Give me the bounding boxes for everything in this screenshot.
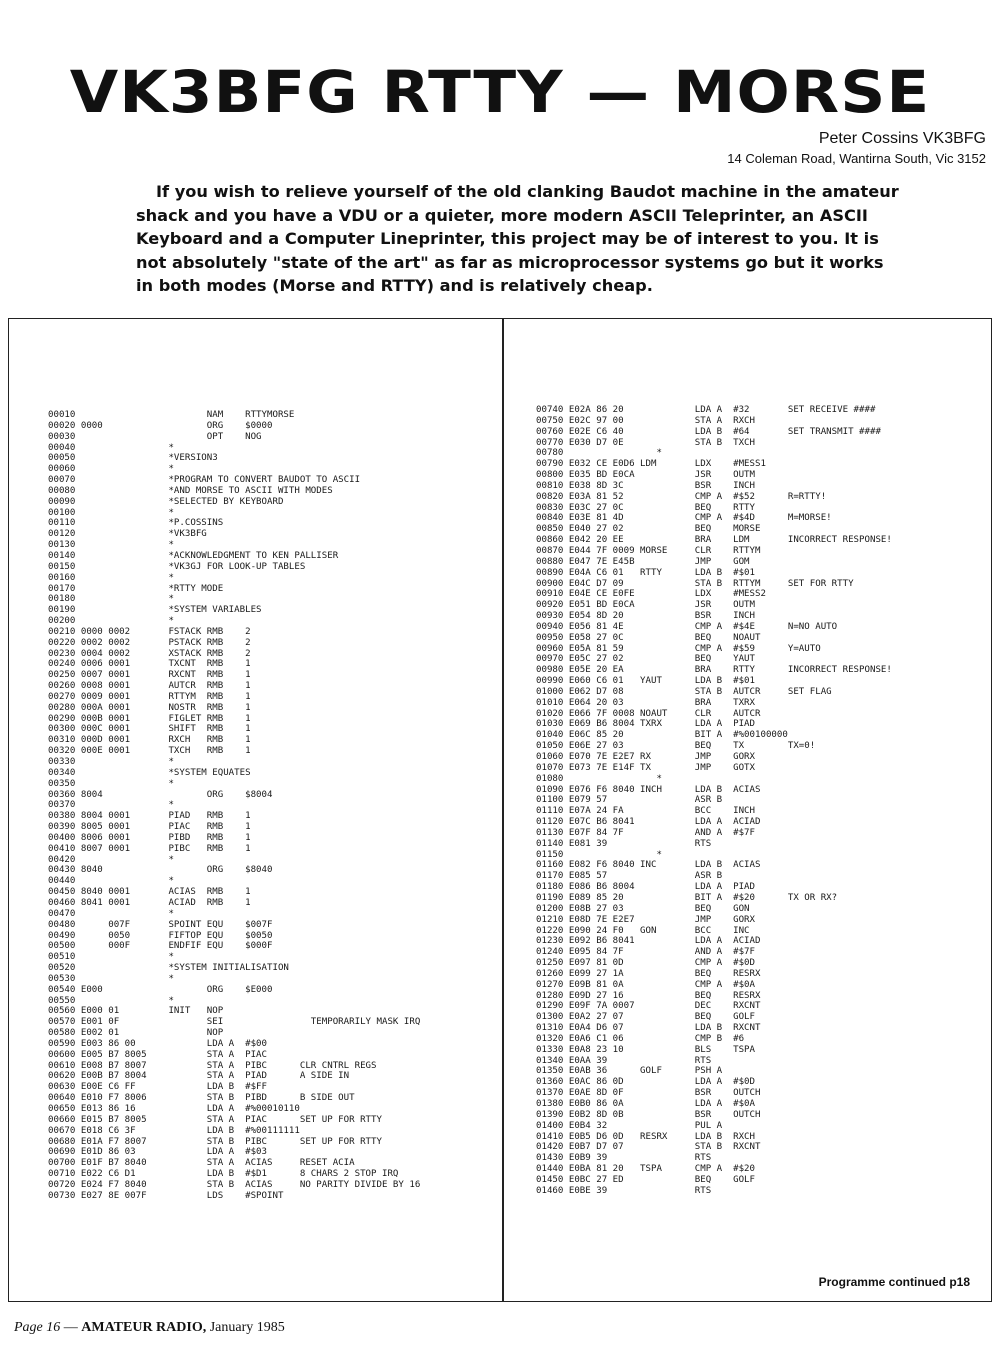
issue-date: January 1985 xyxy=(206,1320,285,1335)
code-line: 00530 * xyxy=(48,973,174,984)
code-line: 01070 E073 7E E14F TX JMP GOTX xyxy=(536,762,755,773)
code-line: 01130 E07F 84 7F AND A #$7F xyxy=(536,827,755,838)
code-line: 00330 * xyxy=(48,757,174,767)
code-line: 00850 E040 27 02 BEQ MORSE xyxy=(536,524,761,535)
code-line: 01370 E0AE 8D 0F BSR OUTCH xyxy=(536,1088,761,1099)
code-line: 00760 E02E C6 40 LDA B #64 SET TRANSMIT #### xyxy=(536,426,881,437)
code-line: 01460 E0BE 39 RTS xyxy=(536,1185,712,1196)
code-line: 00280 000A 0001 NOSTR RMB 1 xyxy=(48,702,251,713)
code-line: 01110 E07A 24 FA BCC INCH xyxy=(536,806,755,817)
code-line: 00950 E058 27 0C BEQ NOAUT xyxy=(536,632,761,643)
code-line: 00580 E002 01 NOP xyxy=(48,1028,224,1039)
continued-note: Programme continued p18 xyxy=(818,1275,970,1289)
code-line: 01140 E081 39 RTS xyxy=(536,838,712,849)
code-line: 01300 E0A2 27 07 BEQ GOLF xyxy=(536,1012,755,1023)
author-name: Peter Cossins VK3BFG xyxy=(818,130,986,147)
code-line: 00260 0008 0001 AUTCR RMB 1 xyxy=(48,681,251,692)
code-line: 00510 * xyxy=(48,952,174,963)
code-line: 00750 E02C 97 00 STA A RXCH xyxy=(536,415,755,426)
code-line: 01380 E0B0 86 0A LDA A #$0A xyxy=(536,1099,755,1109)
code-line: 00380 8004 0001 PIAD RMB 1 xyxy=(48,811,251,822)
code-line: 01410 E0B5 D6 0D RESRX LDA B RXCH xyxy=(536,1131,755,1142)
code-line: 00880 E047 7E E45B JMP GOM xyxy=(536,556,750,567)
code-line: 00910 E04E CE E0FE LDX #MESS2 xyxy=(536,589,766,600)
code-line: 00960 E05A 81 59 CMP A #$59 Y=AUTO xyxy=(536,643,821,654)
author-block xyxy=(727,130,986,166)
code-line: 00610 E008 B7 8007 STA A PIBC CLR CNTRL REGS xyxy=(48,1060,377,1071)
code-line: 00890 E04A C6 01 RTTY LDA B #$01 xyxy=(536,567,755,578)
code-line: 00140 *ACKNOWLEDGMENT TO KEN PALLISER xyxy=(48,550,339,561)
code-line: 00250 0007 0001 RXCNT RMB 1 xyxy=(48,670,251,681)
code-listing-right xyxy=(536,405,892,1197)
code-line: 00700 E01F B7 8040 STA A ACIAS RESET ACIA xyxy=(48,1158,355,1169)
code-line: 00470 * xyxy=(48,908,174,919)
code-line: 00800 E035 BD E0CA JSR OUTM xyxy=(536,470,755,481)
code-line: 00730 E027 8E 007F LDS #SPOINT xyxy=(48,1190,284,1201)
code-line: 00560 E000 01 INIT NOP xyxy=(48,1006,224,1017)
code-line: 00120 *VK3BFG xyxy=(48,529,207,540)
code-line: 01390 E0B2 8D 0B BSR OUTCH xyxy=(536,1109,761,1120)
code-line: 00240 0006 0001 TXCNT RMB 1 xyxy=(48,659,251,670)
code-line: 01350 E0AB 36 GOLF PSH A xyxy=(536,1066,723,1077)
code-line: 01240 E095 84 7F AND A #$7F xyxy=(536,947,755,958)
code-line: 00110 *P.COSSINS xyxy=(48,518,224,529)
code-line: 00220 0002 0002 PSTACK RMB 2 xyxy=(48,637,251,648)
code-line: 00550 * xyxy=(48,995,174,1006)
code-line: 00420 * xyxy=(48,854,174,865)
code-line: 00010 NAM RTTYMORSE xyxy=(48,410,295,420)
column-divider xyxy=(502,318,504,1302)
author-address: 14 Coleman Road, Wantirna South, Vic 3152 xyxy=(727,151,986,166)
code-line: 01450 E0BC 27 ED BEQ GOLF xyxy=(536,1174,755,1185)
code-line: 00790 E032 CE E0D6 LDM LDX #MESS1 xyxy=(536,459,766,470)
code-line: 00990 E060 C6 01 YAUT LDA B #$01 xyxy=(536,676,755,687)
code-line: 00460 8041 0001 ACIAD RMB 1 xyxy=(48,897,251,908)
code-line: 01060 E070 7E E2E7 RX JMP GORX xyxy=(536,752,755,762)
code-line: 00230 0004 0002 XSTACK RMB 2 xyxy=(48,648,251,659)
code-line: 00690 E01D 86 03 LDA A #$03 xyxy=(48,1147,267,1158)
code-line: 00060 * xyxy=(48,464,174,475)
code-line: 00080 *AND MORSE TO ASCII WITH MODES xyxy=(48,485,333,496)
code-line: 00720 E024 F7 8040 STA B ACIAS NO PARITY DIVIDE BY 16 xyxy=(48,1179,421,1190)
code-line: 00810 E038 8D 3C BSR INCH xyxy=(536,480,755,491)
code-line: 01150 * xyxy=(536,849,662,860)
code-line: 00480 007F SPOINT EQU $007F xyxy=(48,919,273,930)
code-line: 00930 E054 8D 20 BSR INCH xyxy=(536,611,755,622)
code-line: 00130 * xyxy=(48,540,174,551)
code-line: 01020 E066 7F 0008 NOAUT CLR AUTCR xyxy=(536,708,761,719)
code-line: 01000 E062 D7 08 STA B AUTCR SET FLAG xyxy=(536,686,832,697)
code-line: 00090 *SELECTED BY KEYBOARD xyxy=(48,496,284,507)
code-line: 00200 * xyxy=(48,616,174,627)
code-line: 00360 8004 ORG $8004 xyxy=(48,789,273,800)
code-line: 01330 E0A8 23 10 BLS TSPA xyxy=(536,1044,755,1055)
code-line: 00740 E02A 86 20 LDA A #32 SET RECEIVE #### xyxy=(536,405,876,415)
code-line: 00670 E018 C6 3F LDA B #%00111111 xyxy=(48,1125,300,1136)
code-line: 00940 E056 81 4E CMP A #$4E N=NO AUTO xyxy=(536,621,838,632)
code-line: 01280 E09D 27 16 BEQ RESRX xyxy=(536,990,761,1001)
code-line: 01050 E06E 27 03 BEQ TX TX=0! xyxy=(536,741,816,752)
code-line: 00980 E05E 20 EA BRA RTTY INCORRECT RESPONSE! xyxy=(536,665,892,676)
code-line: 00710 E022 C6 D1 LDA B #$D1 8 CHARS 2 STOP IRQ xyxy=(48,1169,399,1180)
code-line: 01320 E0A6 C1 06 CMP B #6 xyxy=(536,1033,745,1044)
code-line: 01100 E079 57 ASR B xyxy=(536,795,723,806)
magazine-name: AMATEUR RADIO, xyxy=(81,1320,207,1335)
code-line: 00490 0050 FIFTOP EQU $0050 xyxy=(48,930,273,941)
code-line: 00100 * xyxy=(48,507,174,518)
code-line: 00870 E044 7F 0009 MORSE CLR RTTYM xyxy=(536,545,761,556)
code-line: 00500 000F ENDFIF EQU $000F xyxy=(48,941,273,952)
code-line: 01090 E076 F6 8040 INCH LDA B ACIAS xyxy=(536,784,761,795)
code-line: 00780 * xyxy=(536,448,662,459)
code-line: 00630 E00E C6 FF LDA B #$FF xyxy=(48,1082,267,1093)
code-line: 00450 8040 0001 ACIAS RMB 1 xyxy=(48,887,251,898)
code-line: 00920 E051 BD E0CA JSR OUTM xyxy=(536,600,755,611)
code-line: 01360 E0AC 86 0D LDA A #$0D xyxy=(536,1077,755,1088)
code-line: 00620 E00B B7 8004 STA A PIAD A SIDE IN xyxy=(48,1071,350,1082)
code-line: 00290 000B 0001 FIGLET RMB 1 xyxy=(48,713,251,724)
footer-separator: — xyxy=(60,1320,82,1335)
code-line: 00430 8040 ORG $8040 xyxy=(48,865,273,876)
code-line: 00640 E010 F7 8006 STA B PIBD B SIDE OUT xyxy=(48,1093,355,1104)
code-line: 01430 E0B9 39 RTS xyxy=(536,1153,712,1164)
code-line: 00150 *VK3GJ FOR LOOK-UP TABLES xyxy=(48,561,306,572)
code-line: 01260 E099 27 1A BEQ RESRX xyxy=(536,968,761,979)
code-line: 00190 *SYSTEM VARIABLES xyxy=(48,605,262,616)
code-line: 00400 8006 0001 PIBD RMB 1 xyxy=(48,832,251,843)
code-line: 01400 E0B4 32 PUL A xyxy=(536,1120,723,1131)
code-line: 00320 000E 0001 TXCH RMB 1 xyxy=(48,746,251,757)
code-line: 01040 E06C 85 20 BIT A #%00100000 xyxy=(536,730,788,741)
code-line: 01080 * xyxy=(536,773,662,784)
page-footer xyxy=(14,1320,285,1336)
code-line: 00970 E05C 27 02 BEQ YAUT xyxy=(536,654,755,665)
code-line: 01210 E08D 7E E2E7 JMP GORX xyxy=(536,914,755,925)
code-line: 00660 E015 B7 8005 STA A PIAC SET UP FOR RTTY xyxy=(48,1114,382,1125)
code-line: 00390 8005 0001 PIAC RMB 1 xyxy=(48,822,251,833)
code-line: 00770 E030 D7 0E STA B TXCH xyxy=(536,437,755,448)
code-line: 00160 * xyxy=(48,572,174,583)
code-line: 00040 * xyxy=(48,442,174,453)
code-line: 00820 E03A 81 52 CMP A #$52 R=RTTY! xyxy=(536,491,827,502)
code-line: 00350 * xyxy=(48,778,174,789)
code-line: 01440 E0BA 81 20 TSPA CMP A #$20 xyxy=(536,1164,755,1175)
code-line: 00270 0009 0001 RTTYM RMB 1 xyxy=(48,691,251,702)
code-line: 00570 E001 0F SEI TEMPORARILY MASK IRQ xyxy=(48,1017,421,1028)
code-line: 01250 E097 81 0D CMP A #$0D xyxy=(536,958,755,969)
code-line: 00590 E003 86 00 LDA A #$00 xyxy=(48,1038,267,1049)
code-line: 00370 * xyxy=(48,800,174,811)
code-line: 01270 E09B 81 0A CMP A #$0A xyxy=(536,979,755,990)
code-line: 01200 E08B 27 03 BEQ GON xyxy=(536,903,750,914)
code-line: 00210 0000 0002 FSTACK RMB 2 xyxy=(48,626,251,637)
code-line: 00050 *VERSION3 xyxy=(48,453,218,464)
code-line: 00340 *SYSTEM EQUATES xyxy=(48,767,251,778)
code-line: 01190 E089 85 20 BIT A #$20 TX OR RX? xyxy=(536,892,838,903)
code-line: 01220 E090 24 F0 GON BCC INC xyxy=(536,925,750,936)
code-line: 00650 E013 86 16 LDA A #%00010110 xyxy=(48,1104,300,1114)
intro-paragraph: If you wish to relieve yourself of the old clanking Baudot machine in the amateur shack and you have a VDU or a quieter, more modern ASCII Teleprinter, an ASCII Keyboard and a Computer Lineprinter, this project may be of interest to you. It is not absolutely "state of the art" as far as microprocessor systems go but it works in both modes (Morse and RTTY) and is relatively cheap. xyxy=(136,182,899,295)
code-line: 00310 000D 0001 RXCH RMB 1 xyxy=(48,735,251,746)
code-line: 01010 E064 20 03 BRA TXRX xyxy=(536,697,755,708)
code-line: 01170 E085 57 ASR B xyxy=(536,871,723,882)
code-line: 01030 E069 B6 8004 TXRX LDA A PIAD xyxy=(536,719,755,730)
code-line: 00900 E04C D7 09 STA B RTTYM SET FOR RTTY xyxy=(536,578,854,589)
code-line: 00600 E005 B7 8005 STA A PIAC xyxy=(48,1049,267,1060)
code-line: 00540 E000 ORG $E000 xyxy=(48,984,273,995)
code-line: 00840 E03E 81 4D CMP A #$4D M=MORSE! xyxy=(536,513,832,524)
code-line: 00410 8007 0001 PIBC RMB 1 xyxy=(48,843,251,854)
code-line: 00830 E03C 27 0C BEQ RTTY xyxy=(536,502,755,513)
code-line: 00680 E01A F7 8007 STA B PIBC SET UP FOR RTTY xyxy=(48,1136,382,1147)
code-line: 00300 000C 0001 SHIFT RMB 1 xyxy=(48,724,251,735)
code-listing-left xyxy=(48,410,420,1202)
article-title: VK3BFG RTTY — MORSE xyxy=(69,58,931,126)
code-line: 01420 E0B7 D7 07 STA B RXCNT xyxy=(536,1142,761,1153)
code-line: 01290 E09F 7A 0007 DEC RXCNT xyxy=(536,1001,761,1012)
code-line: 00070 *PROGRAM TO CONVERT BAUDOT TO ASCII xyxy=(48,475,361,486)
code-line: 00030 OPT NOG xyxy=(48,431,262,442)
code-line: 00440 * xyxy=(48,876,174,887)
code-line: 01160 E082 F6 8040 INC LDA B ACIAS xyxy=(536,860,761,871)
code-line: 01230 E092 B6 8041 LDA A ACIAD xyxy=(536,936,761,947)
code-line: 01340 E0AA 39 RTS xyxy=(536,1055,712,1066)
code-line: 01180 E086 B6 8004 LDA A PIAD xyxy=(536,882,755,893)
code-line: 00860 E042 20 EE BRA LDM INCORRECT RESPONSE! xyxy=(536,535,892,546)
code-line: 00170 *RTTY MODE xyxy=(48,583,224,594)
code-line: 00020 0000 ORG $0000 xyxy=(48,420,273,431)
code-line: 01120 E07C B6 8041 LDA A ACIAD xyxy=(536,817,761,828)
code-line: 00520 *SYSTEM INITIALISATION xyxy=(48,963,289,974)
page-number: Page 16 xyxy=(14,1320,61,1335)
code-line: 00180 * xyxy=(48,594,174,605)
code-line: 01310 E0A4 D6 07 LDA B RXCNT xyxy=(536,1023,761,1034)
